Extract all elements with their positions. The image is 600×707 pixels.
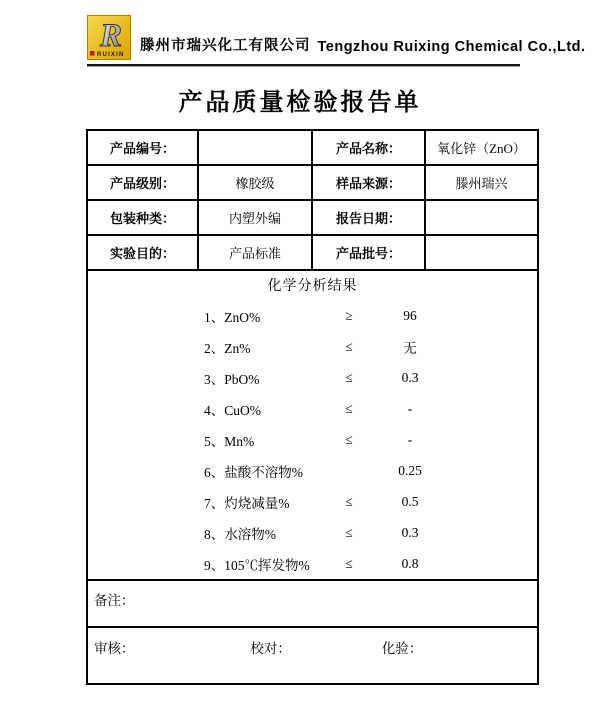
analysis-item-relation: ≥ [345, 307, 353, 323]
analysis-item-relation: ≤ [345, 400, 353, 416]
info-row-test-purpose [87, 235, 538, 270]
company-logo [87, 15, 131, 60]
company-name-cn: 滕州市瑞兴化工有限公司 [140, 38, 311, 54]
field-label-test-purpose: 实验目的： [87, 235, 198, 270]
analysis-item-relation: ≤ [345, 555, 353, 571]
proofreader-label: 校对： [250, 641, 291, 656]
analysis-item-value: 0.3 [401, 524, 419, 540]
analysis-item-name: 5、Mn% [204, 433, 255, 449]
analysis-item-relation: ≤ [345, 369, 353, 385]
analysis-item-volatile-105c [204, 548, 537, 579]
logo-monogram: R [99, 18, 123, 54]
analysis-item-name: 2、Zn% [204, 340, 251, 356]
field-value-packing-type: 内塑外编 [198, 200, 312, 235]
analysis-item-zno [204, 300, 537, 331]
analysis-item-water-soluble [204, 517, 537, 548]
analysis-items [88, 300, 537, 579]
field-label-sample-source: 样品来源： [312, 165, 425, 200]
analysis-item-cuo [204, 393, 537, 424]
analysis-item-name: 9、105℃挥发物% [204, 557, 310, 573]
letterhead [87, 14, 586, 60]
analysis-item-value: - [407, 400, 413, 416]
remarks-label: 备注： [94, 593, 135, 608]
signature-section [87, 627, 538, 684]
company-name-en: Tengzhou Ruixing Chemical Co.,Ltd. [317, 39, 586, 55]
field-label-batch-number: 产品批号： [312, 235, 425, 270]
field-value-product-grade: 橡胶级 [198, 165, 312, 200]
analysis-item-value: 0.25 [398, 462, 422, 478]
analysis-item-name: 3、PbO% [204, 371, 260, 387]
analysis-item-pbo [204, 362, 537, 393]
analysis-item-zn [204, 331, 537, 362]
logo-accent-mark [90, 51, 95, 56]
tester-label: 化验： [381, 641, 423, 656]
analysis-row [87, 270, 538, 580]
info-row-packing-type [87, 200, 538, 235]
analysis-item-name: 1、ZnO% [204, 309, 261, 325]
info-row-product-code [87, 130, 538, 165]
analysis-item-relation: ≤ [345, 524, 353, 540]
field-label-product-name: 产品名称： [312, 130, 425, 165]
analysis-item-relation: ≤ [345, 338, 353, 354]
info-row-product-grade [87, 165, 538, 200]
analysis-item-name: 4、CuO% [204, 402, 261, 418]
field-label-product-grade: 产品级别： [87, 165, 198, 200]
analysis-item-name: 7、灼烧减量% [204, 495, 290, 511]
remarks-row [87, 580, 538, 627]
field-value-product-name: 氧化锌（ZnO） [425, 130, 538, 165]
analysis-item-relation: ≤ [345, 431, 353, 447]
analysis-section [87, 270, 538, 580]
analysis-item-relation: ≤ [345, 493, 353, 509]
field-value-test-purpose: 产品标准 [198, 235, 312, 270]
logo-wordmark: RUIXIN [97, 52, 125, 58]
signature-labels [94, 637, 537, 657]
analysis-item-name: 6、盐酸不溶物% [204, 464, 303, 480]
signature-row [87, 627, 538, 684]
letterhead-divider [87, 64, 520, 67]
analysis-item-value: 0.8 [401, 555, 419, 571]
analysis-item-value: 96 [403, 307, 417, 323]
report-title: 产品质量检验报告单 [178, 89, 422, 116]
analysis-item-value: 0.3 [401, 369, 419, 385]
field-value-batch-number [425, 235, 538, 270]
field-value-product-code [198, 130, 312, 165]
analysis-section-title: 化学分析结果 [267, 279, 358, 294]
analysis-item-value: 0.5 [401, 493, 419, 509]
analysis-item-ignition-loss [204, 486, 537, 517]
field-label-packing-type: 包装种类： [87, 200, 198, 235]
field-value-report-date [425, 200, 538, 235]
analysis-item-value: - [407, 431, 413, 447]
analysis-item-mn [204, 424, 537, 455]
reviewer-label: 审核： [94, 641, 135, 656]
field-label-product-code: 产品编号： [87, 130, 198, 165]
remarks-section [87, 580, 538, 627]
analysis-item-value: 无 [403, 340, 417, 356]
field-value-sample-source: 滕州瑞兴 [425, 165, 538, 200]
report-table [86, 129, 539, 685]
analysis-item-name: 8、水溶物% [204, 526, 276, 542]
field-label-report-date: 报告日期： [312, 200, 425, 235]
analysis-item-hcl-insoluble [204, 455, 537, 486]
